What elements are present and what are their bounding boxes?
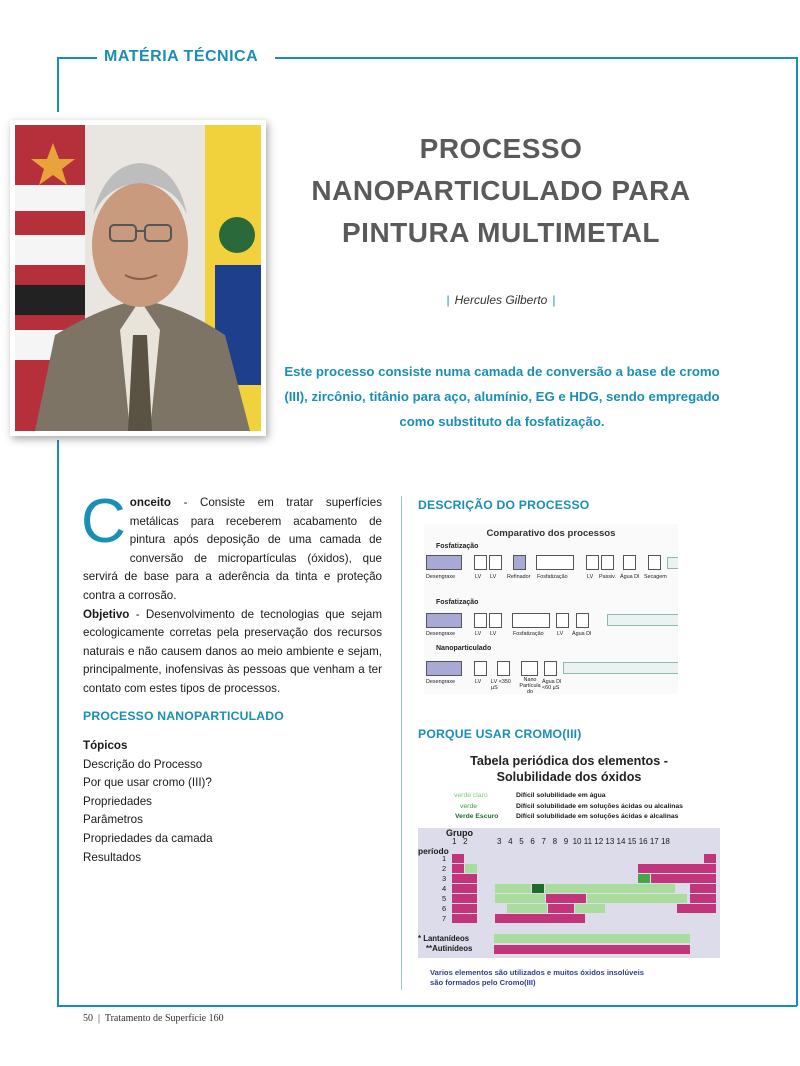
step-box — [474, 613, 487, 628]
period-number: 2 — [442, 864, 447, 873]
element-cell — [545, 884, 675, 893]
group-numbers-b: 3 4 5 6 7 8 9 10 11 12 13 14 15 16 17 18 — [497, 837, 670, 846]
legend-desc-dark: Difícil solubilidade em soluções ácidas e alcalinas — [516, 813, 679, 820]
row2-name: Fosfatização — [436, 599, 479, 606]
group-numbers-a: 1 2 — [452, 837, 468, 846]
element-cell — [452, 904, 477, 913]
lanthanides-label: * Lantanídeos — [418, 934, 470, 943]
element-cell — [452, 874, 477, 883]
ptable-title-1: Tabela periódica dos elementos - — [470, 754, 668, 768]
concept-text: - Consiste em tratar superfícies metálicas para receberem acabamento de pintura após deposição de uma camada de conversão de micropartículas (óxidos), que servirá de base para a aderência da tinta e proteção contra a corrosão. — [83, 496, 382, 602]
step-label: LV <350 µS — [491, 679, 511, 691]
element-cell — [507, 904, 547, 913]
process-comparison-diagram — [424, 524, 678, 694]
legend-name-dark: Verde Escuro — [455, 813, 499, 820]
periodic-table-grid — [418, 828, 720, 958]
objective-text: - Desenvolvimento de tecnologias que sejam ecologicamente corretas pela preservação dos recursos naturais e não causem danos ao meio ambiente e sejam, principalmente, inofensivas às pessoas que venham a ter contato com estes tipos de processos. — [83, 607, 382, 695]
step-box — [601, 555, 614, 570]
step-box — [623, 555, 636, 570]
step-label: LV — [587, 574, 594, 580]
step-box — [474, 555, 487, 570]
element-cell — [638, 864, 716, 873]
article-title — [280, 128, 722, 254]
step-box — [521, 661, 538, 676]
step-label: Fosfatização — [513, 631, 544, 637]
step-label: LV — [475, 574, 482, 580]
step-box — [576, 613, 589, 628]
step-box — [586, 555, 599, 570]
frame-top-right — [275, 57, 797, 59]
frame-left — [57, 57, 59, 112]
element-cell — [452, 854, 464, 863]
section-label: MATÉRIA TÉCNICA — [104, 48, 259, 65]
element-cell — [452, 884, 477, 893]
title-line-3: PINTURA MULTIMETAL — [342, 217, 660, 248]
element-cell — [452, 914, 477, 923]
actinide-cells — [494, 945, 690, 954]
frame-bottom — [57, 1005, 797, 1007]
step-box — [512, 613, 550, 628]
step-label: Nano Partícula do — [519, 677, 541, 695]
element-cell — [704, 854, 716, 863]
byline-bar-right: | — [552, 293, 556, 307]
legend-desc-light: Difícil solubilidade em água — [516, 792, 606, 799]
element-cell — [690, 894, 716, 903]
topic-item: Por que usar cromo (III)? — [83, 776, 212, 790]
author-byline — [280, 293, 722, 307]
legend-name-green: verde — [460, 803, 478, 810]
step-label: Desengraxe — [426, 631, 456, 637]
step-label: Desengraxe — [426, 679, 456, 685]
author-photo — [10, 120, 266, 436]
period-numbers — [442, 854, 446, 924]
objective-label: Objetivo — [83, 607, 130, 621]
step-label: LV — [475, 679, 482, 685]
step-box — [544, 661, 557, 676]
step-box — [426, 555, 462, 570]
step-label: Água DI — [572, 631, 592, 637]
step-box — [426, 661, 462, 676]
element-cell — [638, 874, 650, 883]
step-box — [536, 555, 574, 570]
element-cell — [495, 914, 585, 923]
why-chromium-heading: PORQUE USAR CROMO(III) — [418, 727, 582, 741]
period-number: 7 — [442, 914, 447, 923]
flow-arrow — [607, 614, 678, 626]
title-line-1: PROCESSO — [419, 133, 583, 164]
legend-desc-green: Difícil solubilidade em soluções ácidas ou alcalinas — [516, 803, 683, 810]
step-label: Fosfatização — [537, 574, 568, 580]
frame-right — [796, 57, 798, 1006]
frame-top-left — [57, 57, 97, 59]
page-footer: 50 | Tratamento de Superfície 160 — [83, 1013, 224, 1024]
intro-text — [81, 487, 382, 699]
topic-item: Descrição do Processo — [83, 757, 203, 771]
step-box — [426, 613, 462, 628]
element-cell — [495, 894, 545, 903]
periodic-table-figure — [416, 748, 722, 992]
topic-item: Propriedades da camada — [83, 831, 213, 845]
element-cell — [575, 904, 605, 913]
element-cell — [495, 884, 531, 893]
step-label: LV — [557, 631, 564, 637]
title-line-2: NANOPARTICULADO PARA — [311, 175, 691, 206]
dropcap: C — [81, 487, 126, 556]
legend-name-light: verde claro — [454, 792, 488, 799]
topic-item: Parâmetros — [83, 813, 143, 827]
actinides-label: **Autinídeos — [426, 944, 473, 953]
element-cell — [465, 864, 477, 873]
step-box — [513, 555, 526, 570]
row3-name: Nanoparticulado — [436, 645, 492, 652]
step-box — [648, 555, 661, 570]
element-cell — [548, 904, 574, 913]
topic-item: Propriedades — [83, 794, 152, 808]
lead-paragraph: Este processo consiste numa camada de conversão a base de cromo (III), zircônio, titânio para aço, alumínio, EG e HDG, sendo empregado como substituto da fosfatização. — [284, 364, 720, 429]
process-description-heading: DESCRIÇÃO DO PROCESSO — [418, 498, 590, 512]
step-box — [489, 613, 502, 628]
element-cells — [452, 854, 718, 926]
element-cell — [546, 894, 586, 903]
step-box — [497, 661, 510, 676]
step-label: Água DI <60 µS — [542, 679, 562, 691]
element-cell — [690, 884, 716, 893]
frame-left-lower — [57, 440, 59, 1006]
element-cell — [677, 904, 716, 913]
flow-arrow — [667, 557, 678, 569]
element-cell — [452, 894, 477, 903]
period-number: 4 — [442, 884, 447, 893]
step-label: LV — [490, 631, 497, 637]
topic-item: Resultados — [83, 850, 142, 864]
step-box — [556, 613, 569, 628]
periodo-label: período — [418, 846, 449, 856]
row1-name: Fosfatização — [436, 543, 479, 550]
step-label: LV — [490, 574, 497, 580]
step-label: Desengraxe — [426, 574, 456, 580]
section-nanoparticulado-heading: PROCESSO NANOPARTICULADO — [83, 709, 284, 723]
topics-list — [83, 737, 213, 867]
ptable-caption-1: Varios elementos são utilizados e muitos óxidos insolúveis — [430, 968, 644, 977]
step-label: Refinador — [507, 574, 531, 580]
element-cell — [651, 874, 716, 883]
ptable-caption-2: são formados pelo Cromo(III) — [430, 978, 536, 987]
step-label: Passiv. — [599, 574, 616, 580]
topics-title: Tópicos — [83, 739, 128, 752]
diagram-title: Comparativo dos processos — [486, 528, 616, 539]
author-name: Hercules Gilberto — [454, 293, 548, 307]
step-label: Água DI — [620, 574, 640, 580]
period-number: 1 — [442, 854, 447, 863]
step-box — [489, 555, 502, 570]
grupo-label: Grupo — [446, 828, 473, 838]
concept-label: onceito — [129, 496, 172, 509]
ptable-title-2: Solubilidade dos óxidos — [496, 770, 642, 784]
element-cell — [532, 884, 544, 893]
period-number: 5 — [442, 894, 447, 903]
byline-bar-left: | — [446, 293, 450, 307]
period-number: 6 — [442, 904, 447, 913]
element-cell — [587, 894, 687, 903]
column-divider — [401, 496, 402, 990]
step-box — [474, 661, 487, 676]
element-cell — [452, 864, 464, 873]
flow-arrow — [563, 662, 678, 674]
lanthanide-cells — [494, 934, 690, 943]
step-label: Secagem — [644, 574, 667, 580]
step-label: LV — [475, 631, 482, 637]
period-number: 3 — [442, 874, 447, 883]
